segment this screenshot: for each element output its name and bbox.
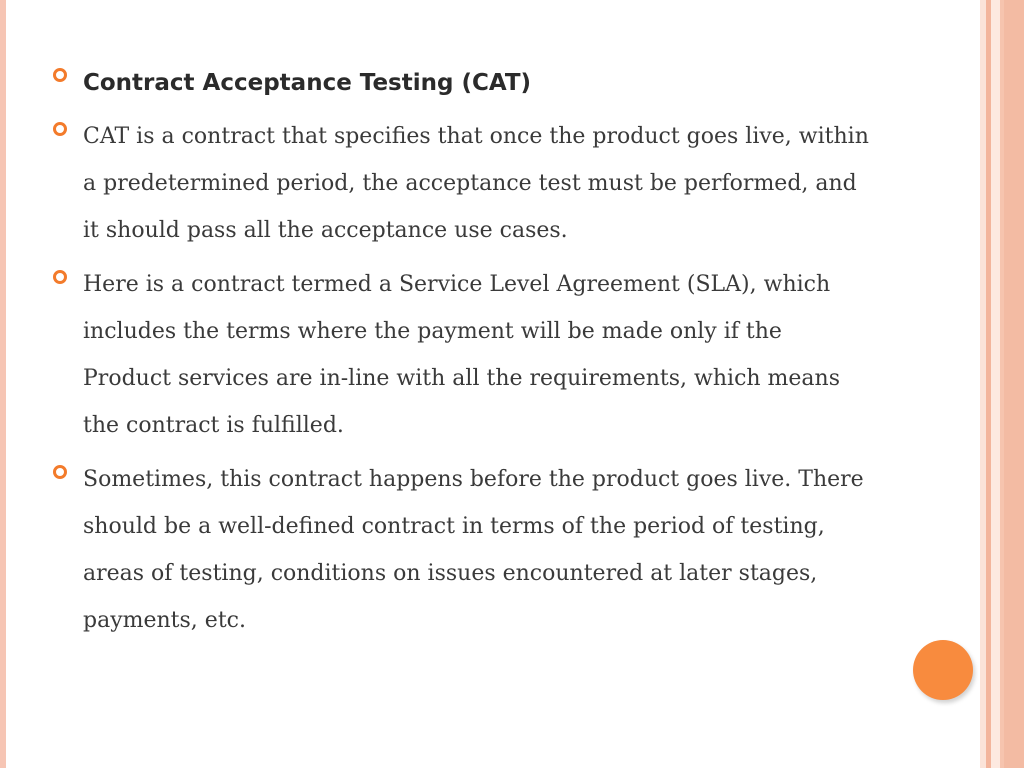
bullet-text: Here is a contract termed a Service Level Agreement (SLA), which includes the terms where the payment will be made only if the Product services are in-line with all the requirements, which means the contract is fulfilled. [83, 272, 841, 438]
hollow-circle-bullet-icon [53, 465, 67, 479]
slide-heading: Contract Acceptance Testing (CAT) [83, 70, 532, 96]
right-band [1004, 0, 1024, 768]
slide-heading-item [52, 60, 872, 106]
bullet-item [52, 113, 872, 254]
hollow-circle-bullet-icon [53, 68, 67, 82]
hollow-circle-bullet-icon [53, 270, 67, 284]
bullet-item [52, 261, 872, 449]
orange-circle-decoration [913, 640, 973, 700]
left-decorative-stripe [0, 0, 6, 768]
bullet-text: Sometimes, this contract happens before the product goes live. There should be a well-defined contract in terms of the period of testing, areas of testing, conditions on issues encountered at later stages, payments, etc. [83, 467, 864, 633]
right-band [991, 0, 1000, 768]
bullet-text: CAT is a contract that specifies that once the product goes live, within a predetermined period, the acceptance test must be performed, and it should pass all the acceptance use cases. [83, 124, 869, 243]
right-decorative-bands [980, 0, 1024, 768]
hollow-circle-bullet-icon [53, 122, 67, 136]
bullet-item [52, 456, 872, 644]
slide-content [52, 60, 872, 644]
